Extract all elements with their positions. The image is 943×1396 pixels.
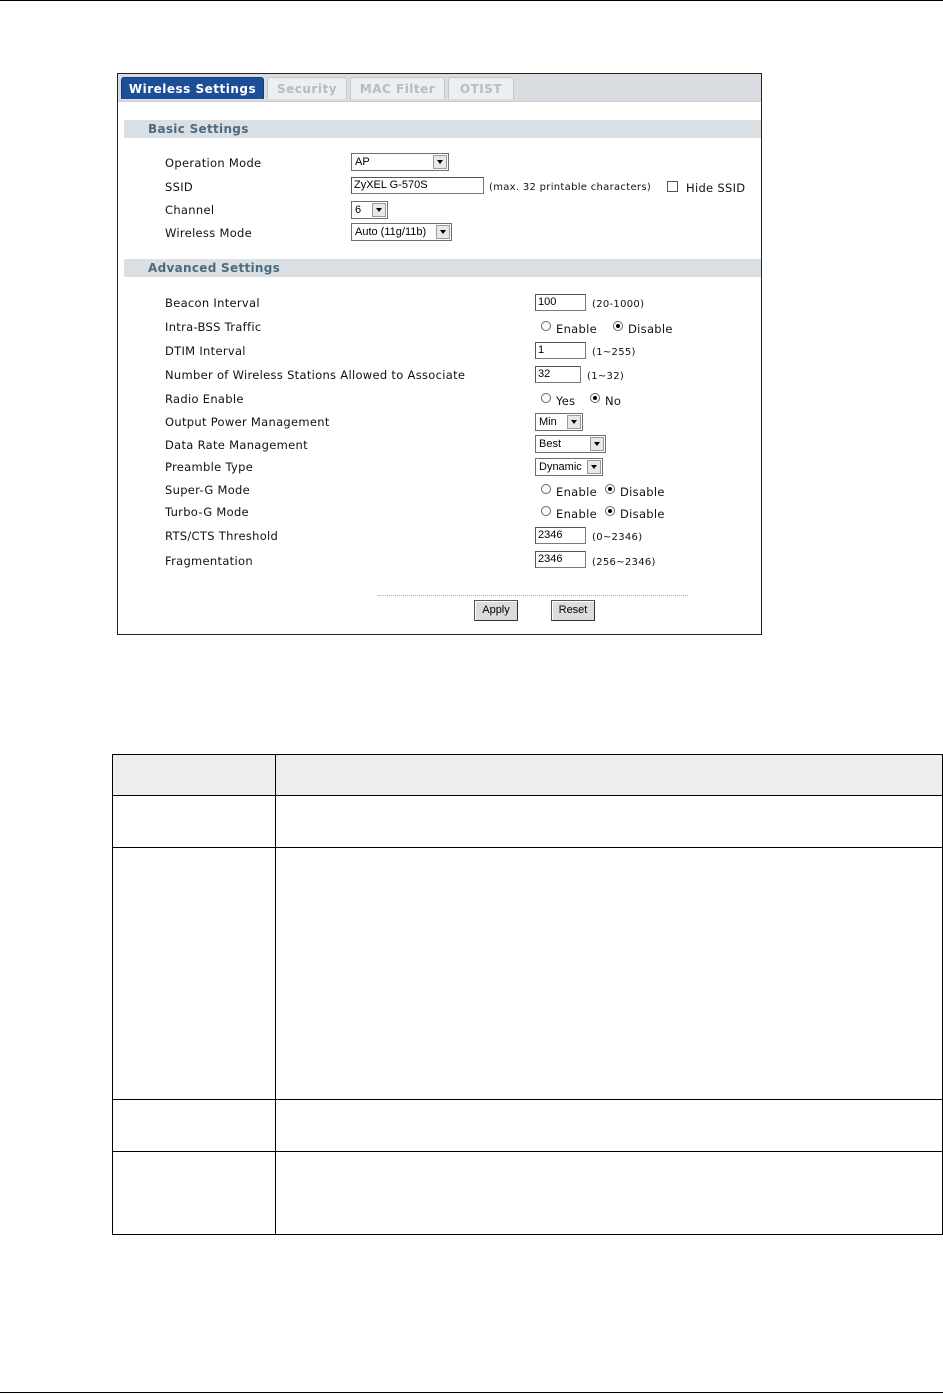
radio-enable-label: Radio Enable [165,392,244,406]
data-rate-label: Data Rate Management [165,438,308,452]
tab-mac-filter[interactable]: MAC Filter [350,77,445,99]
intra-bss-enable-radio[interactable] [541,321,551,331]
output-power-value: Min [539,416,557,428]
chevron-down-icon [590,437,604,451]
stations-label: Number of Wireless Stations Allowed to Associate [165,368,466,382]
dtim-label: DTIM Interval [165,344,246,358]
radio-enable-no-label: No [605,394,622,408]
column-divider [275,755,276,1234]
table-row-divider [113,1151,942,1152]
radio-enable-yes-radio[interactable] [541,393,551,403]
super-g-enable-radio[interactable] [541,484,551,494]
beacon-interval-label: Beacon Interval [165,296,260,310]
preamble-label: Preamble Type [165,460,254,474]
ssid-hint: (max. 32 printable characters) [489,182,652,193]
hide-ssid-label: Hide SSID [686,181,746,195]
fragmentation-input[interactable]: 2346 [535,551,586,568]
basic-settings-heading: Basic Settings [124,120,761,138]
super-g-label: Super-G Mode [165,483,251,497]
stations-hint: (1~32) [587,371,625,382]
rts-cts-hint: (0~2346) [592,532,643,543]
chevron-down-icon [567,415,581,429]
turbo-g-enable-label: Enable [556,507,597,521]
turbo-g-disable-radio[interactable] [605,506,615,516]
table-row-divider [113,847,942,848]
tab-security[interactable]: Security [267,77,347,99]
data-rate-select[interactable] [535,435,606,453]
wireless-mode-label: Wireless Mode [165,226,253,240]
tab-otist[interactable]: OTIST [448,77,514,99]
button-divider [378,595,688,596]
intra-bss-disable-radio[interactable] [613,321,623,331]
dtim-input[interactable]: 1 [535,342,586,359]
ssid-input[interactable]: ZyXEL G-570S [351,177,484,194]
turbo-g-enable-radio[interactable] [541,506,551,516]
beacon-interval-hint: (20-1000) [592,299,645,310]
reset-button[interactable]: Reset [551,600,595,621]
wireless-mode-value: Auto (11g/11b) [355,226,427,238]
ssid-label: SSID [165,180,194,194]
super-g-disable-radio[interactable] [605,484,615,494]
channel-value: 6 [355,204,362,216]
fragmentation-label: Fragmentation [165,554,253,568]
radio-enable-no-radio[interactable] [590,393,600,403]
fragmentation-hint: (256~2346) [592,557,656,568]
beacon-interval-input[interactable]: 100 [535,294,586,311]
radio-enable-yes-label: Yes [556,394,576,408]
data-rate-value: Best [539,438,562,450]
top-rule [0,0,943,1]
advanced-settings-heading: Advanced Settings [124,259,761,277]
turbo-g-disable-label: Disable [620,507,665,521]
chevron-down-icon [372,203,386,217]
intra-bss-enable-label: Enable [556,322,597,336]
apply-button[interactable]: Apply [474,600,518,621]
intra-bss-disable-label: Disable [628,322,673,336]
table-row-divider [113,1099,942,1100]
turbo-g-label: Turbo-G Mode [165,505,249,519]
wireless-settings-panel [117,73,762,635]
chevron-down-icon [436,225,450,239]
operation-mode-value: AP [355,156,370,168]
table-header [113,755,942,796]
rts-cts-input[interactable]: 2346 [535,527,586,544]
preamble-value: Dynamic [539,461,582,473]
bottom-rule [0,1392,943,1393]
channel-label: Channel [165,203,215,217]
chevron-down-icon [433,155,447,169]
description-table [112,754,943,1235]
stations-input[interactable]: 32 [535,366,581,383]
super-g-disable-label: Disable [620,485,665,499]
output-power-select[interactable] [535,413,583,431]
rts-cts-label: RTS/CTS Threshold [165,529,279,543]
preamble-select[interactable] [535,458,603,476]
dtim-hint: (1~255) [592,347,636,358]
intra-bss-label: Intra-BSS Traffic [165,320,262,334]
wireless-mode-select[interactable] [351,223,452,241]
operation-mode-select[interactable] [351,153,449,171]
tab-bar [118,74,761,102]
chevron-down-icon [587,460,601,474]
operation-mode-label: Operation Mode [165,156,262,170]
super-g-enable-label: Enable [556,485,597,499]
output-power-label: Output Power Management [165,415,330,429]
hide-ssid-checkbox[interactable] [667,181,678,192]
tab-wireless-settings[interactable]: Wireless Settings [121,77,264,99]
channel-select[interactable] [351,201,388,219]
